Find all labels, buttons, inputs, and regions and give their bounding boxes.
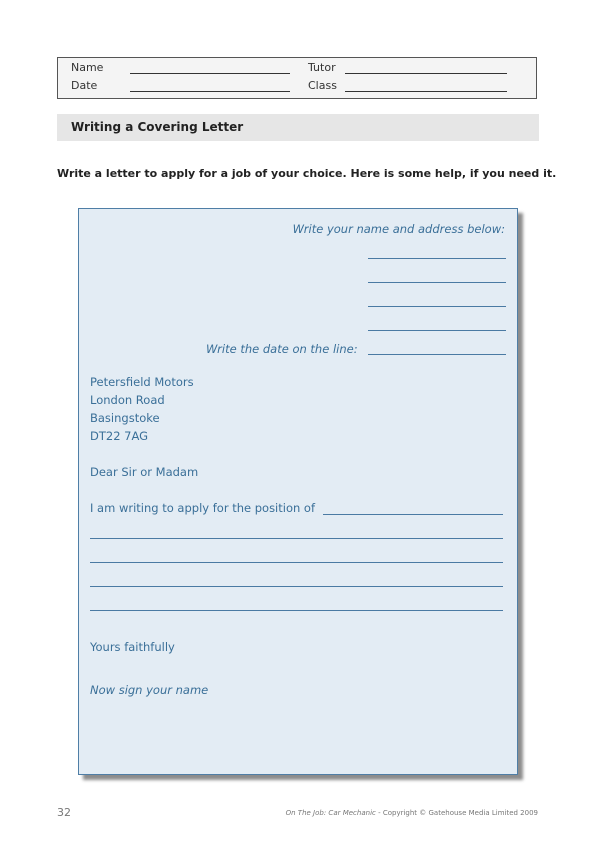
sign-prompt: Now sign your name	[90, 683, 209, 697]
book-title: On The Job: Car Mechanic	[285, 809, 376, 817]
address-line-3[interactable]	[368, 306, 506, 307]
name-line[interactable]	[130, 73, 290, 74]
student-details-box	[57, 57, 537, 99]
section-title-bar	[57, 114, 539, 141]
body-line-4[interactable]	[90, 610, 503, 611]
instruction-text: Write a letter to apply for a job of your choice. Here is some help, if you need it.	[57, 167, 557, 180]
recipient-line-3: Basingstoke	[90, 411, 160, 425]
recipient-line-2: London Road	[90, 393, 165, 407]
position-line[interactable]	[323, 514, 503, 515]
page-number: 32	[57, 806, 71, 819]
recipient-line-4: DT22 7AG	[90, 429, 149, 443]
tutor-label: Tutor	[308, 61, 336, 74]
letter-template	[78, 208, 518, 775]
address-prompt: Write your name and address below:	[292, 222, 505, 236]
class-line[interactable]	[345, 91, 507, 92]
body-line-2[interactable]	[90, 562, 503, 563]
date-line[interactable]	[130, 91, 290, 92]
date-prompt: Write the date on the line:	[206, 342, 358, 356]
recipient-line-1: Petersfield Motors	[90, 375, 194, 389]
salutation: Dear Sir or Madam	[90, 465, 199, 479]
body-line-3[interactable]	[90, 586, 503, 587]
date-line-letter[interactable]	[368, 354, 506, 355]
address-line-2[interactable]	[368, 282, 506, 283]
class-label: Class	[308, 79, 337, 92]
body-line-1[interactable]	[90, 538, 503, 539]
footer-copyright	[286, 809, 538, 817]
closing: Yours faithfully	[90, 640, 175, 654]
address-line-1[interactable]	[368, 258, 506, 259]
name-label: Name	[71, 61, 104, 74]
opening-sentence: I am writing to apply for the position of	[90, 501, 316, 515]
date-label: Date	[71, 79, 98, 92]
section-title: Writing a Covering Letter	[71, 120, 244, 134]
copyright-text: - Copyright © Gatehouse Media Limited 2009	[375, 809, 538, 817]
address-line-4[interactable]	[368, 330, 506, 331]
tutor-line[interactable]	[345, 73, 507, 74]
